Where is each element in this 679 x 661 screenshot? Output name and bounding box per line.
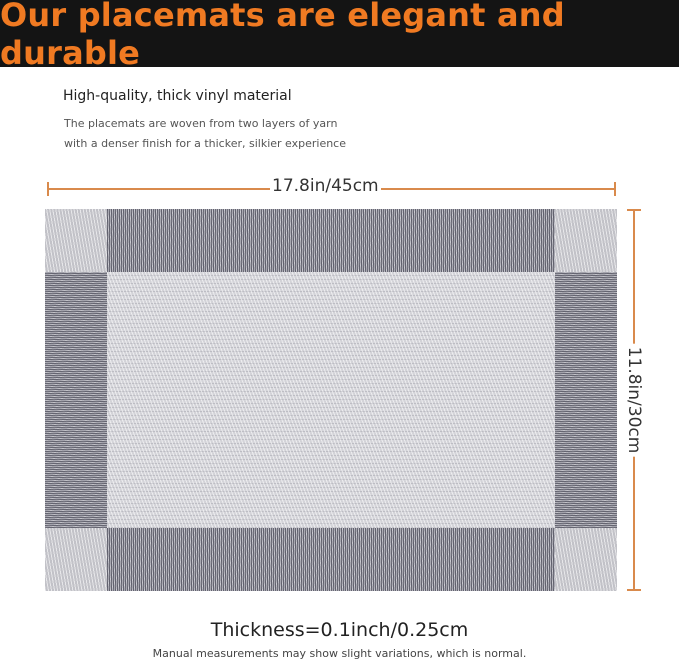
- placemat-image: [45, 209, 617, 591]
- height-dimension-bottom-tick: [627, 589, 641, 591]
- width-dimension-left-tick: [47, 182, 49, 196]
- placemat-bottom-border: [107, 528, 555, 591]
- placemat-top-border: [107, 209, 555, 272]
- feature-description-line-2: with a denser finish for a thicker, silkier experience: [64, 137, 346, 150]
- feature-heading: High-quality, thick vinyl material: [63, 88, 292, 104]
- placemat-center-weave: [107, 272, 555, 528]
- placemat-corner: [555, 528, 617, 591]
- height-dimension-top-tick: [627, 209, 641, 211]
- thickness-label: Thickness=0.1inch/0.25cm: [210, 619, 469, 641]
- header-banner: [0, 0, 679, 72]
- placemat-corner: [555, 209, 617, 272]
- height-dimension-label: 11.8in/30cm: [624, 344, 644, 457]
- width-dimension-label: 17.8in/45cm: [272, 176, 379, 196]
- placemat-right-border: [555, 272, 617, 528]
- placemat-corner: [45, 528, 107, 591]
- feature-description-line-1: The placemats are woven from two layers of yarn: [64, 117, 338, 130]
- measurement-footnote: Manual measurements may show slight variations, which is normal.: [152, 647, 527, 660]
- placemat-corner: [45, 209, 107, 272]
- width-dimension-right-tick: [614, 182, 616, 196]
- banner-title: Our placemats are elegant and durable: [0, 0, 565, 72]
- placemat-left-border: [45, 272, 107, 528]
